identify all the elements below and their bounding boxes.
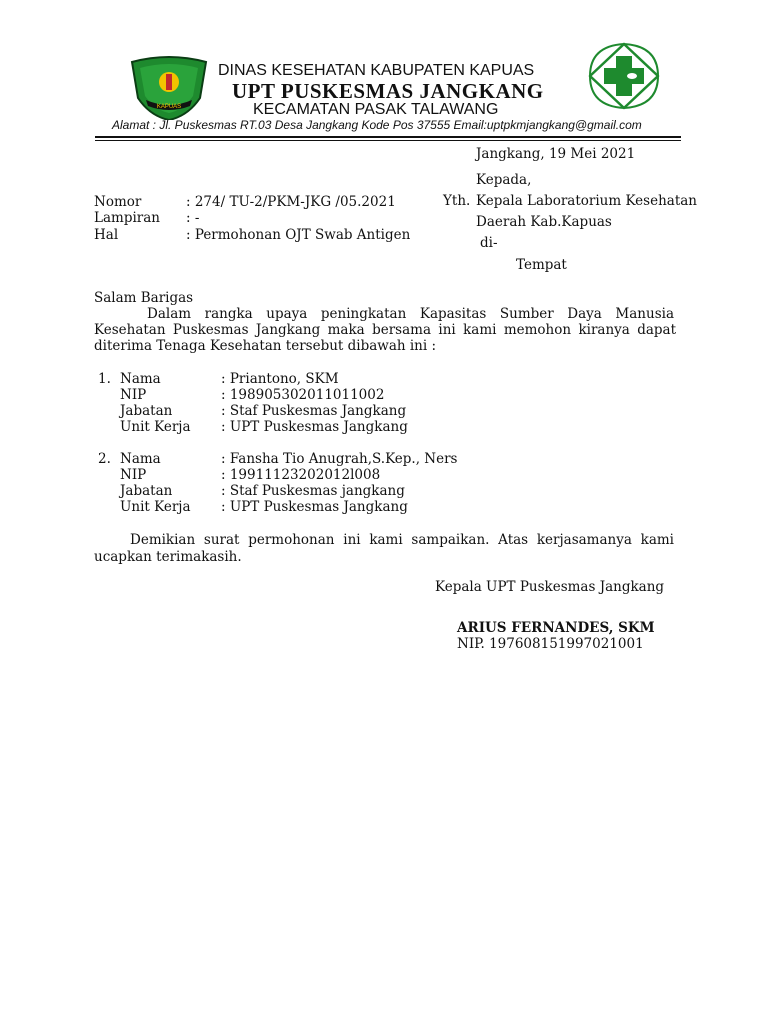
- recipient-tempat: Tempat: [516, 257, 567, 273]
- meta-label-nomor: Nomor: [94, 194, 142, 210]
- person-1-value-nama: : Priantono, SKM: [221, 371, 339, 387]
- person-2-value-nama: : Fansha Tio Anugrah,S.Kep., Ners: [221, 451, 458, 467]
- letter-date: Jangkang, 19 Mei 2021: [476, 146, 636, 162]
- recipient-kepada: Kepada,: [476, 172, 532, 188]
- header-address: Alamat : Jl. Puskesmas RT.03 Desa Jangkang Kode Pos 37555 Email:uptpkmjangkang@gmail.com: [112, 118, 642, 132]
- signature-name: ARIUS FERNANDES, SKM: [457, 620, 655, 636]
- recipient-yth: Yth.: [443, 193, 471, 209]
- person-2-number: 2.: [98, 451, 111, 467]
- intro-line2: Kesehatan Puskesmas Jangkang maka bersama ini kami memohon kiranya dapat: [94, 322, 676, 338]
- signature-title: Kepala UPT Puskesmas Jangkang: [435, 579, 665, 595]
- intro-line1: Dalam rangka upaya peningkatan Kapasitas Sumber Daya Manusia: [147, 306, 674, 322]
- person-2-label-jabatan: Jabatan: [120, 483, 173, 499]
- meta-value-hal: : Permohonan OJT Swab Antigen: [186, 227, 411, 243]
- closing-line1: Demikian surat permohonan ini kami sampaikan. Atas kerjasamanya kami: [130, 532, 674, 548]
- meta-label-lampiran: Lampiran: [94, 210, 160, 226]
- person-2-value-unit: : UPT Puskesmas Jangkang: [221, 499, 408, 515]
- person-1-label-nama: Nama: [120, 371, 161, 387]
- header-agency: DINAS KESEHATAN KABUPATEN KAPUAS: [218, 62, 535, 79]
- person-1-label-unit: Unit Kerja: [120, 419, 191, 435]
- header-divider: [95, 136, 681, 138]
- meta-value-nomor: : 274/ TU-2/PKM-JKG /05.2021: [186, 194, 396, 210]
- intro-line3: diterima Tenaga Kesehatan tersebut dibawah ini :: [94, 338, 437, 354]
- person-1-value-unit: : UPT Puskesmas Jangkang: [221, 419, 408, 435]
- recipient-line1: Kepala Laboratorium Kesehatan: [476, 193, 697, 209]
- person-2-value-jabatan: : Staf Puskesmas jangkang: [221, 483, 405, 499]
- greeting: Salam Barigas: [94, 290, 194, 306]
- person-2-label-unit: Unit Kerja: [120, 499, 191, 515]
- svg-text:KAPUAS: KAPUAS: [156, 104, 182, 110]
- puskesmas-logo: [588, 42, 660, 110]
- person-1-label-nip: NIP: [120, 387, 147, 403]
- header-unit: UPT PUSKESMAS JANGKANG: [232, 79, 544, 103]
- person-2-value-nip: : 19911123202012l008: [221, 467, 381, 483]
- meta-label-hal: Hal: [94, 227, 119, 243]
- header-divider-thin: [95, 140, 681, 141]
- person-1-value-nip: : 198905302011011002: [221, 387, 385, 403]
- person-1-value-jabatan: : Staf Puskesmas Jangkang: [221, 403, 407, 419]
- person-1-label-jabatan: Jabatan: [120, 403, 173, 419]
- recipient-line2: Daerah Kab.Kapuas: [476, 214, 612, 230]
- closing-line2: ucapkan terimakasih.: [94, 549, 242, 565]
- person-1-number: 1.: [98, 371, 111, 387]
- person-2-label-nama: Nama: [120, 451, 161, 467]
- header-district: KECAMATAN PASAK TALAWANG: [253, 101, 499, 118]
- kapuas-logo: [128, 54, 210, 120]
- signature-nip: NIP. 197608151997021001: [457, 636, 644, 652]
- meta-value-lampiran: : -: [186, 210, 200, 226]
- person-2-label-nip: NIP: [120, 467, 147, 483]
- recipient-di: di-: [480, 235, 498, 251]
